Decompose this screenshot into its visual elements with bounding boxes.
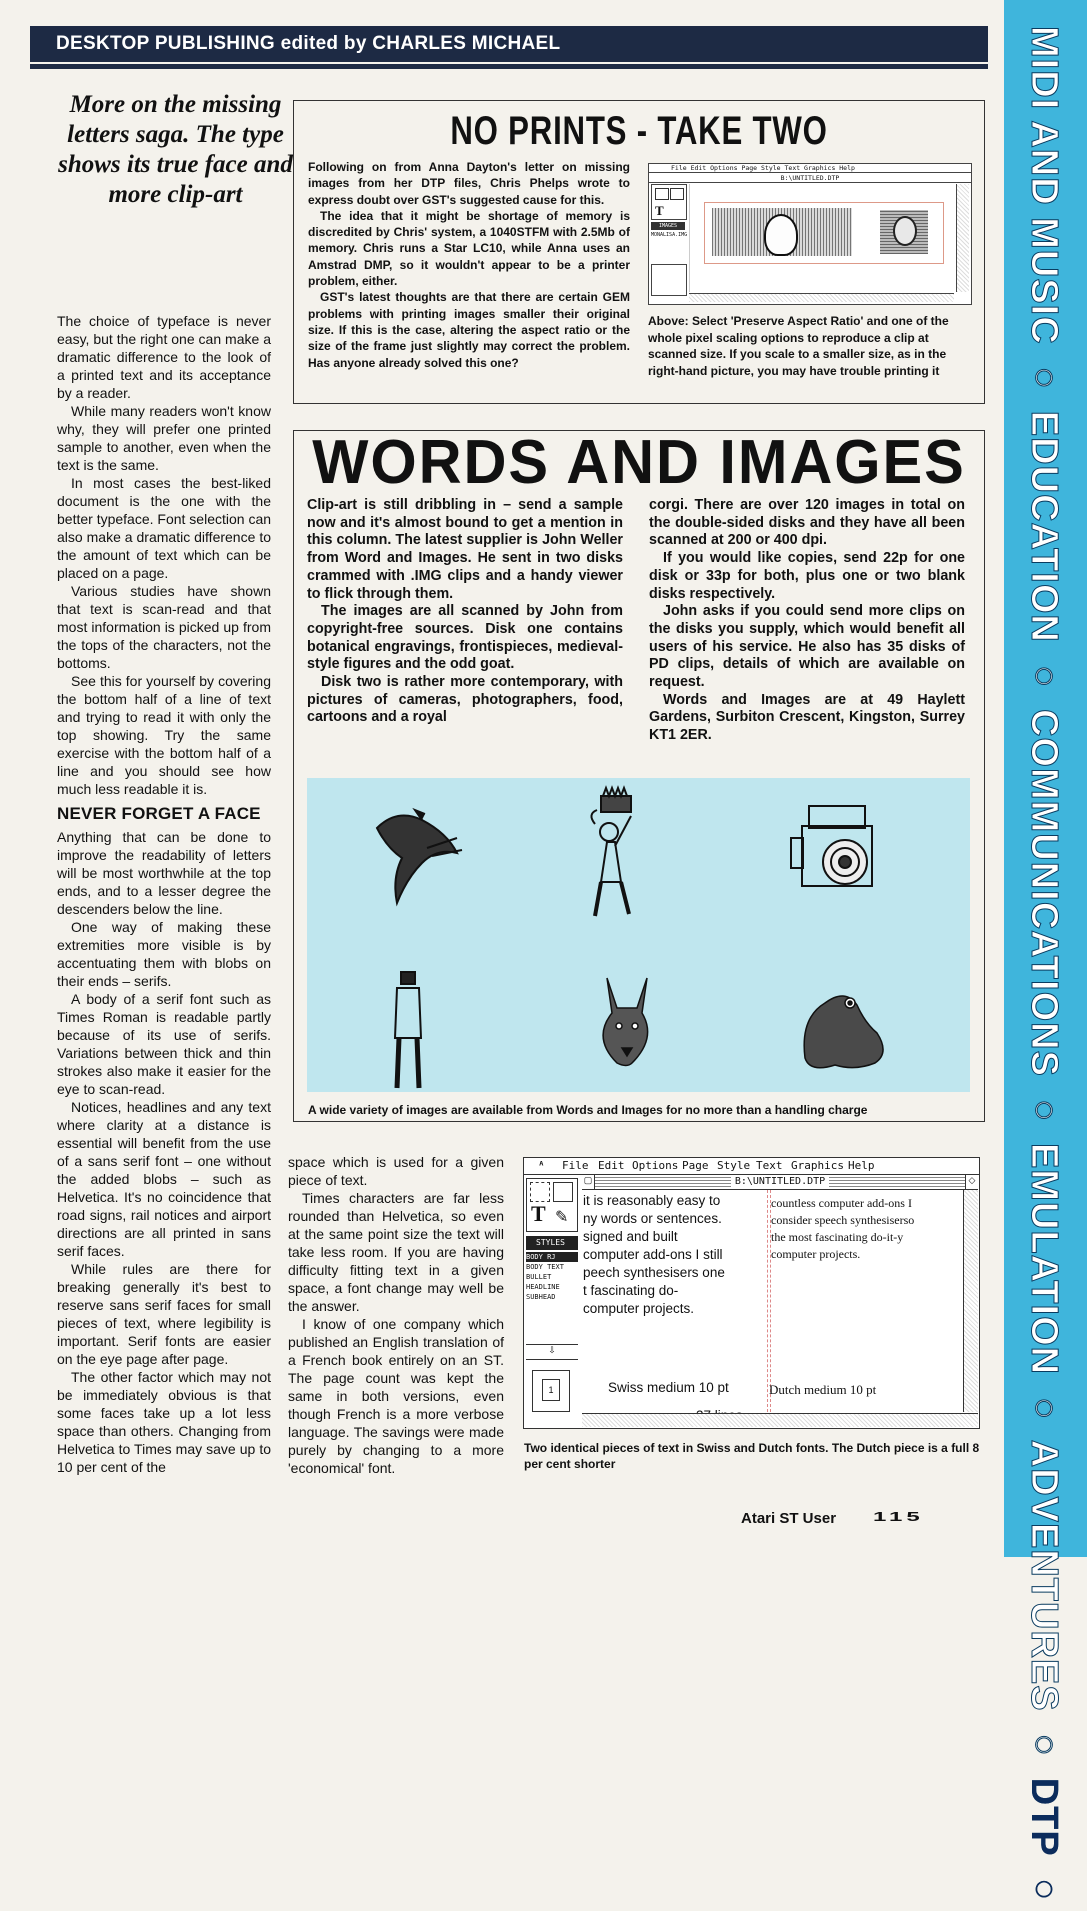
- menu-edit[interactable]: Edit: [598, 1159, 625, 1172]
- frog-clipart: [804, 996, 883, 1068]
- magazine-name: Atari ST User: [741, 1510, 837, 1527]
- clipart-panel: [307, 778, 970, 1092]
- window-title: B:\UNTITLED.DTP: [731, 1176, 829, 1187]
- font-comparison-caption: Two identical pieces of text in Swiss and Dutch fonts. The Dutch piece is a full 8 per cent shorter: [524, 1441, 980, 1471]
- menu-options[interactable]: Options: [632, 1159, 679, 1172]
- swiss-line: peech synthesisers one: [583, 1265, 725, 1280]
- words-images-box: [293, 430, 985, 1122]
- wi-paragraph: corgi. There are over 120 images in total on the double-sided disks and they have all been scanned at 200 or 400 dpi.: [649, 497, 965, 549]
- article-paragraph: In most cases the best-liked document is the one with the better typeface. Font selection can also make a dramatic difference to the amount of text which can be placed on a page.: [57, 475, 272, 581]
- horizontal-scrollbar[interactable]: [582, 1413, 978, 1427]
- words-images-column-right: [649, 497, 965, 745]
- section-index-current: DTP ○: [1023, 1777, 1065, 1911]
- styles-header: STYLES: [526, 1236, 578, 1250]
- camera-clipart: [791, 806, 872, 886]
- article-paragraph: While many readers won't know why, they will prefer one printed sample to another, even when the text is the same.: [57, 403, 271, 473]
- article-paragraph: The choice of typeface is never easy, but the right one can make a dramatic difference to the look of a printed text and its acceptance by a reader.: [57, 313, 271, 401]
- article-paragraph: A body of a serif font such as Times Roman is readable partly because of its use of serifs. Variations between thick and thin strokes also make it easier for the eye to scan-read.: [57, 991, 271, 1097]
- article-paragraph: Notices, headlines and any text where clarity at a distance is essential will benefit from the use of a sans serif font – one without the added blobs – such as Helvetica. It's no coincidence that road signs, rail notices and airport directions are all printed in sans serif faces.: [57, 1099, 271, 1259]
- vertical-scrollbar[interactable]: [963, 1190, 978, 1412]
- close-box-icon[interactable]: ▢: [582, 1175, 595, 1189]
- pheasant-clipart: [377, 810, 462, 903]
- article-kicker: More on the missing letters saga. The type shows its true face and more clip-art: [58, 91, 293, 208]
- swiss-text: [583, 1192, 725, 1318]
- frame-tool-icon[interactable]: [553, 1182, 573, 1202]
- article-paragraph: I know of one company which published an English translation of a French book entirely on an ST. The page count was kept the same in both versions, even though French is a more verbose language. The savings were made purely by changing to a more 'economical' font.: [288, 1316, 504, 1476]
- no-prints-title: NO PRINTS - TAKE TWO: [450, 109, 828, 153]
- page-navigator[interactable]: [532, 1370, 570, 1412]
- dutch-line: consider speech synthesiserso: [771, 1213, 915, 1227]
- no-prints-paragraph: GST's latest thoughts are that there are certain GEM problems with printing images smaller their original size. If this is the case, altering the aspect ratio or the size of the frame just slightly may correct the problem. Has anyone already solved this one?: [308, 290, 630, 370]
- style-item[interactable]: HEADLINE: [526, 1283, 560, 1291]
- chef-clipart: [591, 788, 631, 916]
- no-prints-box: [293, 100, 985, 404]
- gem-window-title: B:\UNTITLED.DTP: [649, 174, 971, 183]
- section-index-text: [1023, 26, 1065, 1911]
- dutch-line: computer projects.: [771, 1247, 861, 1261]
- article-paragraph: space which is used for a given piece of text.: [288, 1154, 504, 1188]
- section-header-bar: [30, 26, 988, 62]
- article-paragraph: See this for yourself by covering the bottom half of a line of text and trying to read it with only the top showing. Try the same exercise with the bottom half of a line and you should see how much less readable it is.: [57, 673, 271, 797]
- gem-screenshot-mona-lisa: [648, 163, 972, 305]
- section-index-strip: [1004, 0, 1087, 1911]
- text-tool-icon[interactable]: T: [531, 1201, 546, 1226]
- article-column-left: [57, 312, 271, 798]
- atari-logo-icon: ᴬ: [538, 1159, 545, 1172]
- article-paragraph: Anything that can be done to improve the readability of letters will be most worthwhile at the top ends, and to a lesser degree the descenders below the line.: [57, 829, 271, 917]
- words-images-title: WORDS AND IMAGES: [312, 428, 966, 497]
- words-images-column-left: [307, 497, 623, 727]
- article-subhead: NEVER FORGET A FACE: [57, 804, 261, 823]
- select-tool-icon[interactable]: [530, 1182, 550, 1202]
- header-rule: [30, 64, 988, 69]
- pencil-tool-icon[interactable]: ✎: [555, 1209, 569, 1226]
- section-index-list: MIDI AND MUSIC ○ EDUCATION ○ COMMUNICATIONS ○ EMULATION ○ ADVENTURES ○: [1023, 26, 1065, 1767]
- page-icon: [651, 264, 687, 296]
- wi-paragraph: Disk two is rather more contemporary, with pictures of cameras, photographers, food, cartoons and a royal: [307, 674, 623, 726]
- menu-page[interactable]: Page: [682, 1159, 709, 1172]
- window-title-bar[interactable]: [582, 1175, 978, 1190]
- page-number-icon: 1: [542, 1379, 560, 1401]
- swiss-line: ny words or sentences.: [583, 1211, 722, 1226]
- menu-graphics[interactable]: Graphics: [791, 1159, 844, 1172]
- swiss-line: computer add-ons I still: [583, 1247, 723, 1262]
- tool-icons: T: [651, 184, 687, 220]
- gem-menu-bar: [524, 1158, 979, 1175]
- style-item[interactable]: SUBHEAD: [526, 1293, 556, 1301]
- no-prints-paragraph: Following on from Anna Dayton's letter on missing images from her DTP files, Chris Phelps wrote to express doubt over GST's suggested cause for this.: [308, 160, 630, 207]
- vertical-scrollbar[interactable]: [956, 184, 969, 292]
- photographer-clipart: [395, 972, 421, 1088]
- images-panel-label: IMAGES: [651, 222, 685, 230]
- menu-text[interactable]: Text: [756, 1159, 783, 1172]
- document-canvas: [582, 1190, 962, 1412]
- wi-paragraph: John asks if you could send more clips on the disks you supply, which would benefit all users of his service. He also has 35 disks of PD clips, details of which are available on request.: [649, 603, 965, 691]
- font-comparison-screenshot: [523, 1157, 980, 1429]
- article-paragraph: The other factor which may not be immediately obvious is that some faces take up a lot less space than others. Changing from Helvetica to Times may save up to 10 per cent of the: [57, 1369, 271, 1475]
- article-column-middle: [288, 1153, 504, 1477]
- swiss-line: signed and built: [583, 1229, 678, 1244]
- gem-menu-bar: File Edit Options Page Style Text Graphics Help: [649, 164, 971, 173]
- swiss-column: [582, 1190, 768, 1412]
- page-number: 115: [873, 1509, 924, 1525]
- wi-paragraph: Clip-art is still dribbling in – send a sample now and it's almost bound to get a mention in this column. The latest supplier is John Weller from Word and Images. He sent in two disks crammed with .IMG clips and a handy viewer to flick through them.: [307, 497, 623, 602]
- swiss-line: t fascinating do-: [583, 1283, 679, 1298]
- article-paragraph: One way of making these extremities more visible is by accentuating them with blobs on their ends – serifs.: [57, 919, 271, 989]
- article-column-left-2: [57, 828, 271, 1476]
- no-prints-body: [308, 159, 630, 371]
- menu-file[interactable]: File: [562, 1159, 589, 1172]
- clipart-caption: A wide variety of images are available from Words and Images for no more than a handling charge: [308, 1103, 868, 1117]
- style-item[interactable]: BULLET: [526, 1273, 552, 1281]
- wi-paragraph: Words and Images are at 49 Haylett Gardens, Surbiton Crescent, Kingston, Surrey KT1 2ER.: [649, 691, 965, 744]
- dutch-text: [771, 1195, 914, 1263]
- menu-style[interactable]: Style: [717, 1159, 751, 1172]
- toolbox: [526, 1178, 578, 1232]
- dutch-column: [770, 1190, 971, 1412]
- section-header-title: DESKTOP PUBLISHING edited by CHARLES MICHAEL: [56, 33, 561, 54]
- dutch-line: the most fascinating do-it-y: [771, 1230, 904, 1244]
- full-box-icon[interactable]: ◇: [965, 1175, 978, 1189]
- wi-paragraph: The images are all scanned by John from copyright-free sources. Disk one contains botanical engravings, frontispieces, medieval-style figures and the odd goat.: [307, 603, 623, 673]
- article-paragraph: Times characters are far less rounded than Helvetica, so even at the same point size the text will take less room. If you are having difficulty fitting text in a given space, a font change may well be the answer.: [288, 1190, 504, 1314]
- wi-paragraph: If you would like copies, send 22p for one disk or 33p for both, plus one or two blank disks respectively.: [649, 550, 965, 602]
- clipart-illustrations: [307, 778, 970, 1092]
- style-item[interactable]: BODY RJ: [526, 1252, 578, 1262]
- corgi-clipart: [603, 978, 648, 1066]
- mona-lisa-small-image: [880, 210, 928, 254]
- mona-lisa-large-image: [712, 208, 852, 256]
- panel-scroll-icon[interactable]: ⇩: [526, 1344, 578, 1360]
- style-item[interactable]: BODY TEXT: [526, 1263, 564, 1271]
- dutch-line: countless computer add-ons I: [771, 1196, 912, 1210]
- menu-help[interactable]: Help: [848, 1159, 875, 1172]
- canvas: [689, 184, 955, 292]
- swiss-line: it is reasonably easy to: [583, 1193, 721, 1208]
- image-file-label: MONALISA.IMG: [651, 232, 688, 238]
- swiss-label: Swiss medium 10 pt: [608, 1380, 729, 1395]
- no-prints-caption: Above: Select 'Preserve Aspect Ratio' and one of the whole pixel scaling options to reproduce a clip at scanned size. If you scale to a smaller size, as in the right-hand picture, you may have trouble printing it: [648, 314, 949, 378]
- styles-list: [526, 1252, 578, 1302]
- article-paragraph: While rules are there for breaking generally it's best to reserve sans serif faces for small pieces of text, where legibility is important. Serif fonts are easier on the eye page after page.: [57, 1261, 271, 1367]
- article-paragraph: Various studies have shown that text is scan-read and that most information is picked up from the tops of the characters, not the bottoms.: [57, 583, 271, 671]
- dutch-label: Dutch medium 10 pt: [769, 1382, 877, 1397]
- horizontal-scrollbar[interactable]: [689, 293, 954, 302]
- no-prints-paragraph: The idea that it might be shortage of memory is discredited by Chris' system, a 1040STFM with 2.5Mb of memory. Chris runs a Star LC10, while Anna uses an Amstrad DMP, so it wouldn't appear to be a printer problem, either.: [308, 208, 630, 289]
- swiss-line: computer projects.: [583, 1301, 695, 1316]
